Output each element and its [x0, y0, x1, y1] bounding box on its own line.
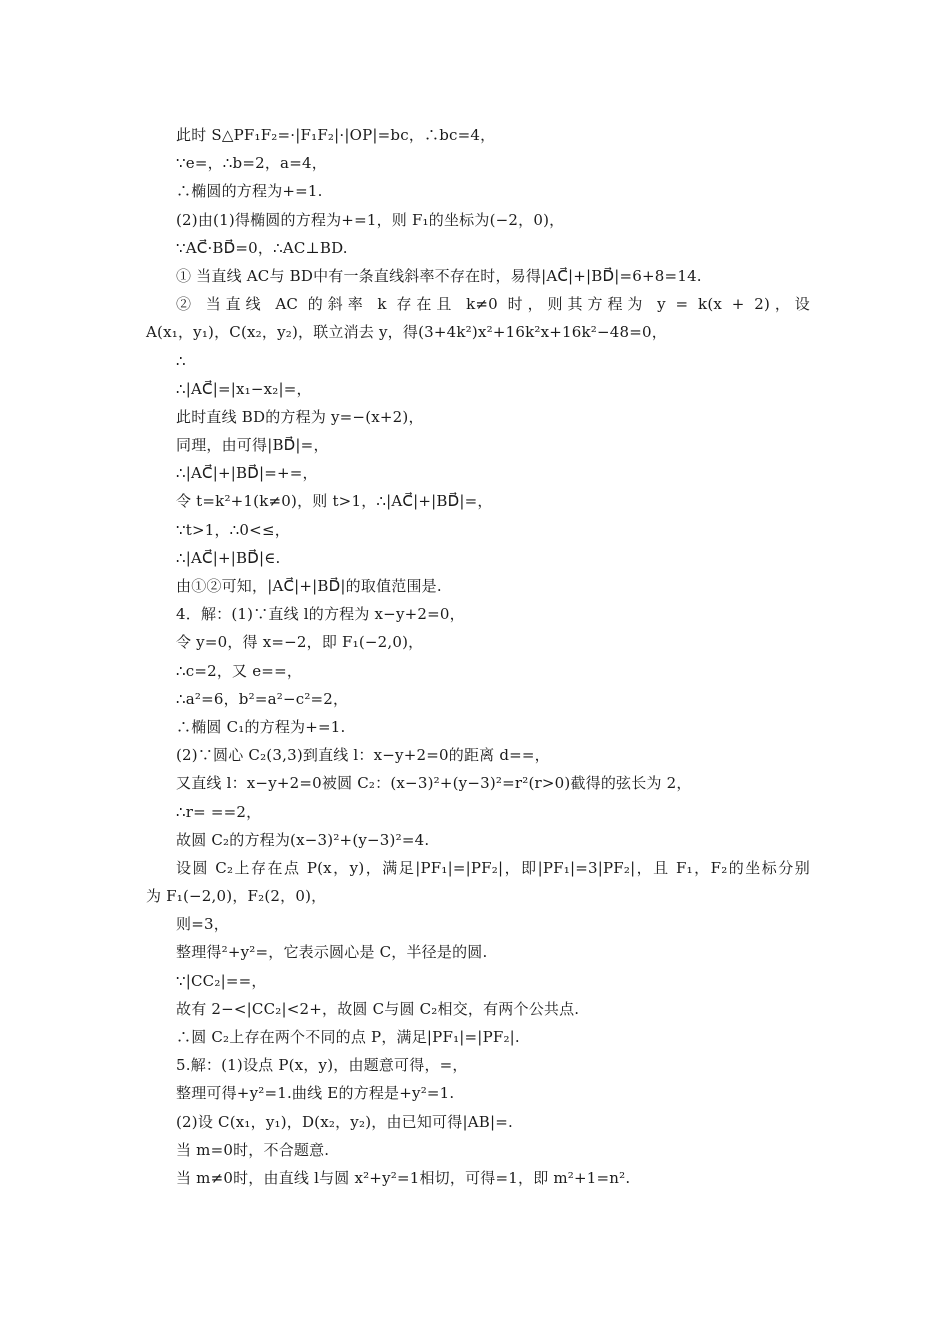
text-line: 当 m≠0时，由直线 l与圆 x²+y²=1相切，可得=1，即 m²+1=n². — [176, 1168, 631, 1187]
text-line: (2)设 C(x₁，y₁)，D(x₂，y₂)，由已知可得|AB|=. — [176, 1112, 513, 1131]
text-line: ∴r= ==2， — [176, 802, 262, 821]
text-line: ∴|AC⃗|+|BD⃗|∈. — [176, 548, 281, 567]
text-line: ∵AC⃗·BD⃗=0，∴AC⊥BD. — [176, 238, 348, 257]
text-line: 同理，由可得|BD⃗|=， — [176, 436, 329, 455]
text-line: ∵|CC₂|==， — [176, 971, 267, 990]
text-line: ∴|AC⃗|+|BD⃗|=+=， — [176, 464, 318, 483]
text-line: 故有 2−<|CC₂|<2+，故圆 C与圆 C₂相交，有两个公共点. — [176, 999, 580, 1018]
text-line: 整理可得+y²=1.曲线 E的方程是+y²=1. — [176, 1084, 455, 1103]
text-line: (2)∵圆心 C₂(3,3)到直线 l：x−y+2=0的距离 d==， — [176, 746, 550, 765]
text-line: ∴c=2，又 e==， — [176, 661, 303, 680]
text-line: 由①②可知，|AC⃗|+|BD⃗|的取值范围是. — [176, 577, 442, 595]
text-line: 此时 S△PF₁F₂=·|F₁F₂|·|OP|=bc，∴bc=4， — [176, 126, 496, 144]
text-line: 故圆 C₂的方程为(x−3)²+(y−3)²=4. — [176, 830, 430, 849]
text-line: ∴a²=6，b²=a²−c²=2， — [176, 689, 349, 708]
text-line: ∴ — [176, 351, 186, 370]
text-line: A(x₁，y₁)，C(x₂，y₂)，联立消去 y，得(3+4k²)x²+16k²x+16k²−48=0， — [146, 323, 667, 342]
text-line: ① 当直线 AC与 BD中有一条直线斜率不存在时，易得|AC⃗|+|BD⃗|=6+8=14. — [176, 266, 702, 285]
text-line: ② 当直线 AC 的斜率 k 存在且 k≠0 时，则其方程为 y = k(x + 2)，设 — [176, 295, 810, 314]
text-line: (2)由(1)得椭圆的方程为+=1，则 F₁的坐标为(−2，0)， — [176, 210, 565, 229]
text-line: ∴椭圆的方程为+=1. — [176, 182, 323, 201]
text-line: 又直线 l：x−y+2=0被圆 C₂：(x−3)²+(y−3)²=r²(r>0)截得的弦长为 2， — [176, 774, 692, 793]
text-line: 此时直线 BD的方程为 y=−(x+2)， — [176, 407, 424, 426]
text-line: 则=3， — [176, 915, 229, 934]
text-line: ∴圆 C₂上存在两个不同的点 P，满足|PF₁|=|PF₂|. — [176, 1028, 520, 1046]
text-line: ∴|AC⃗|=|x₁−x₂|=， — [176, 379, 312, 398]
solution-text-body — [146, 121, 810, 1192]
text-line: ∴椭圆 C₁的方程为+=1. — [176, 717, 346, 736]
text-line: 设圆 C₂上存在点 P(x，y)，满足|PF₁|=|PF₂|，即|PF₁|=3|PF₂|，且 F₁，F₂的坐标分别 — [176, 858, 810, 877]
text-line: ∵t>1，∴0<≤， — [176, 520, 290, 539]
text-line: 整理得²+y²=，它表示圆心是 C，半径是的圆. — [176, 943, 488, 962]
text-line: 令 y=0，得 x=−2，即 F₁(−2,0)， — [176, 633, 424, 652]
text-line: 4．解：(1)∵直线 l的方程为 x−y+2=0， — [176, 605, 465, 624]
text-line: ∵e=，∴b=2，a=4， — [176, 154, 327, 173]
text-line: 5.解：(1)设点 P(x，y)，由题意可得，=， — [176, 1056, 468, 1075]
text-line: 为 F₁(−2,0)，F₂(2，0)， — [146, 887, 327, 906]
text-line: 当 m=0时，不合题意. — [176, 1140, 330, 1159]
text-line: 令 t=k²+1(k≠0)，则 t>1，∴|AC⃗|+|BD⃗|=， — [176, 492, 493, 511]
